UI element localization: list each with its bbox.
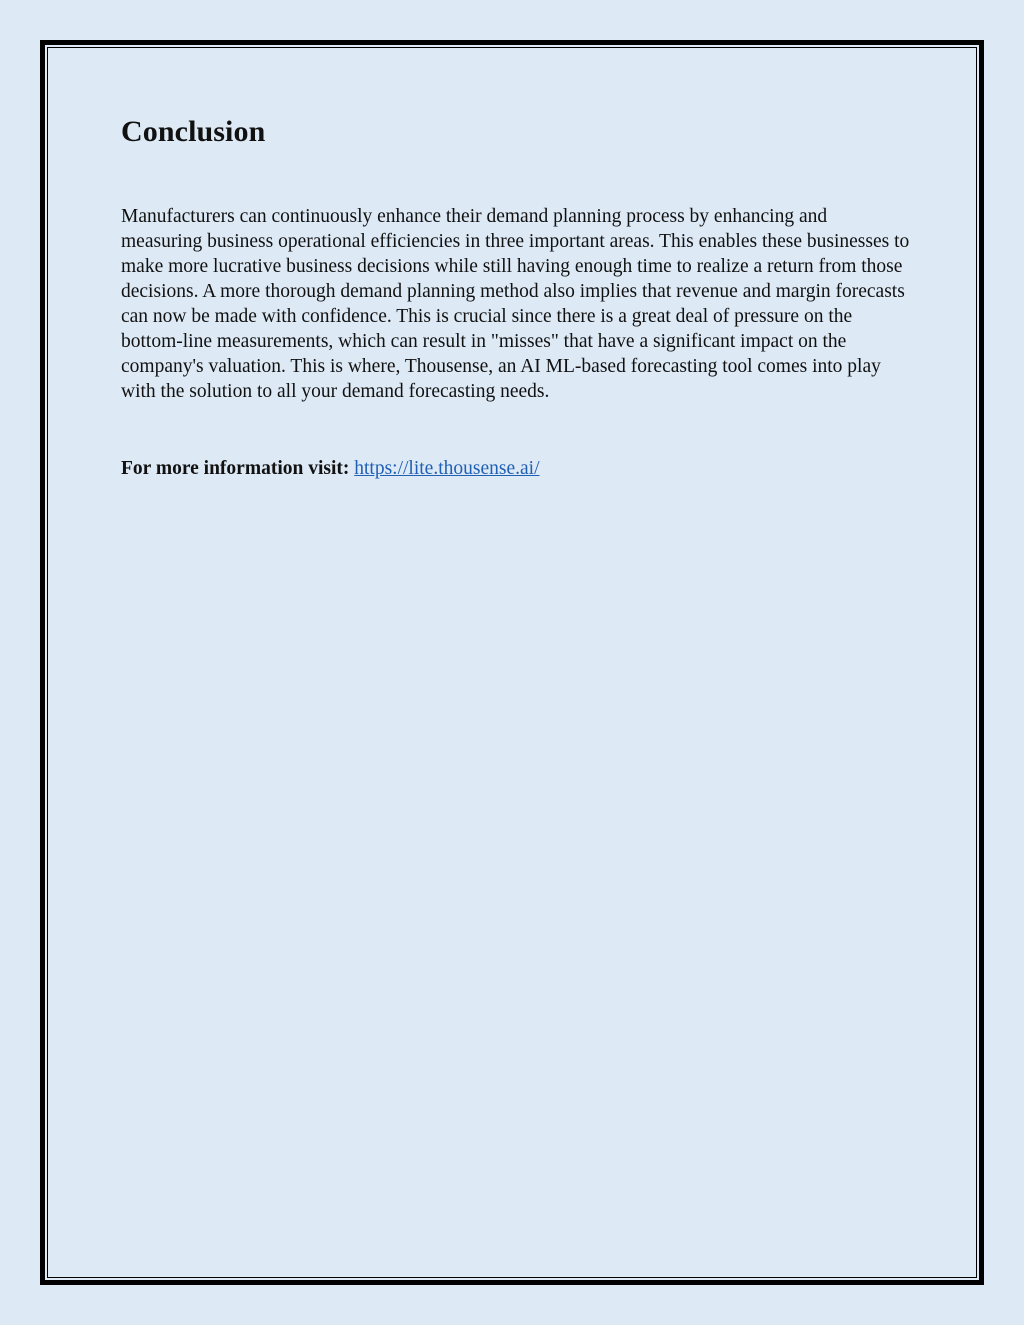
more-info-label: For more information visit: xyxy=(121,458,350,479)
conclusion-paragraph: Manufacturers can continuously enhance their demand planning process by enhancing and measuring business operational efficiencies in three important areas. This enables these businesses to make more lucrative business decisions while still having enough time to realize a return from those decisions. A more thorough demand planning method also implies that revenue and margin forecasts can now be made with confidence. This is crucial since there is a great deal of pressure on the bottom-line measurements, which can result in "misses" that have a significant impact on the company's valuation. This is where, Thousense, an AI ML-based forecasting tool comes into play with the solution to all your demand forecasting needs. xyxy=(121,206,910,402)
page-content xyxy=(121,115,911,481)
page-frame xyxy=(40,40,984,1285)
page-title: Conclusion xyxy=(121,115,266,148)
more-info-line xyxy=(121,456,911,481)
thousense-link[interactable]: https://lite.thousense.ai/ xyxy=(354,458,540,479)
